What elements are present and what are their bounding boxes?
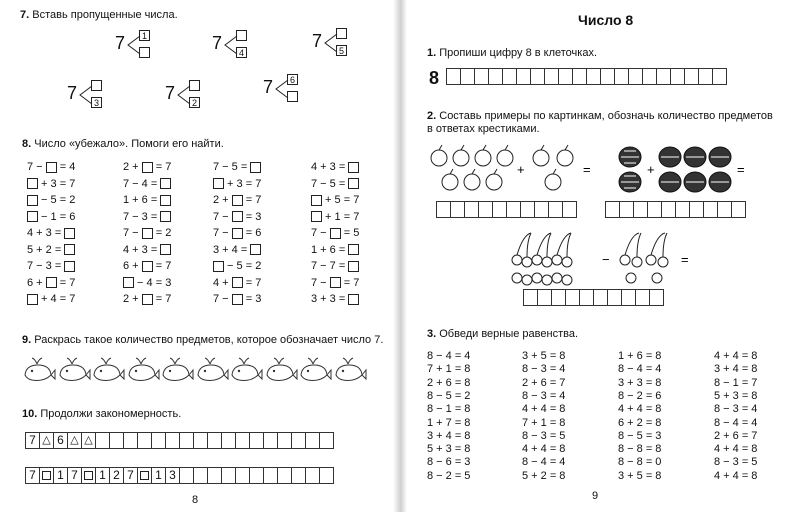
equation: + 4 = 7 — [27, 293, 75, 306]
equality[interactable]: 3 + 5 = 8 — [618, 469, 662, 482]
digit-cell[interactable] — [516, 68, 531, 85]
composition-top-box[interactable] — [91, 80, 102, 91]
equation: 7 − = 6 — [213, 227, 262, 239]
equation: 6 + = 7 — [27, 276, 76, 289]
equation: 2 + = 7 — [123, 293, 172, 305]
pattern-cell[interactable]: △ — [81, 432, 96, 449]
equation: 7 − 3 = — [27, 260, 75, 273]
equality[interactable]: 2 + 6 = 7 — [522, 376, 566, 389]
cherries-minus: − — [602, 252, 610, 267]
cherries-right — [620, 233, 668, 283]
answer-box[interactable] — [232, 294, 243, 305]
equality[interactable]: 8 − 5 = 2 — [427, 389, 471, 402]
pattern-cell[interactable] — [319, 467, 334, 484]
digit-cell[interactable] — [586, 68, 601, 85]
answer-box[interactable] — [311, 211, 322, 222]
equation: 7 − = 4 — [27, 161, 76, 173]
equation: − 5 = 2 — [27, 194, 75, 207]
equality[interactable]: 8 − 3 = 4 — [522, 389, 566, 402]
equality[interactable]: 8 − 5 = 3 — [618, 429, 662, 442]
composition-bottom-box[interactable] — [139, 47, 150, 58]
pattern-cell[interactable]: 7 — [123, 467, 138, 484]
task3-heading — [427, 328, 578, 340]
digit-cell[interactable] — [488, 68, 503, 85]
answer-box[interactable] — [213, 261, 224, 272]
answer-cell[interactable] — [579, 289, 594, 306]
answer-cell[interactable] — [689, 201, 704, 218]
task9-number: 9. — [22, 334, 32, 346]
answer-box[interactable] — [160, 211, 171, 222]
answer-cell[interactable] — [537, 289, 552, 306]
composition-top-box[interactable] — [336, 28, 347, 39]
equality[interactable]: 8 − 6 = 3 — [427, 456, 471, 469]
whale-icon[interactable] — [126, 355, 160, 385]
answer-cell[interactable] — [523, 289, 538, 306]
whale-icon[interactable] — [298, 355, 332, 385]
composition-bottom-box[interactable]: 4 — [236, 47, 247, 58]
task3-text: Обведи верные равенства. — [439, 328, 579, 340]
melons-right — [659, 147, 731, 192]
pattern-cell[interactable] — [277, 467, 292, 484]
equation: 7 − = 7 — [311, 276, 360, 289]
answer-box[interactable] — [250, 162, 261, 173]
pattern-cell[interactable] — [137, 432, 152, 449]
equality[interactable]: 8 − 2 = 5 — [427, 469, 471, 482]
digit-cell[interactable] — [502, 68, 517, 85]
cherries-equals: = — [681, 252, 689, 267]
answer-box[interactable] — [232, 228, 243, 239]
answer-cell[interactable] — [562, 201, 577, 218]
answer-cells-cherries — [523, 289, 663, 306]
equation: 4 + 3 = — [123, 244, 171, 257]
answer-box[interactable] — [142, 162, 153, 173]
pattern-cell[interactable] — [291, 467, 306, 484]
pattern-cell[interactable] — [235, 467, 250, 484]
pattern-cell[interactable] — [193, 432, 208, 449]
digit-sample: 8 — [429, 68, 440, 88]
equality[interactable]: 4 + 4 = 8 — [714, 469, 758, 482]
equality[interactable]: 5 + 2 = 8 — [522, 469, 566, 482]
answer-cell[interactable] — [633, 201, 648, 218]
equality[interactable]: 4 + 4 = 8 — [522, 403, 566, 416]
pattern-cell[interactable] — [305, 467, 320, 484]
answer-cell[interactable] — [506, 201, 521, 218]
composition-top-box[interactable]: 1 — [139, 30, 150, 41]
composition-top-box[interactable] — [189, 80, 200, 91]
answer-box[interactable] — [64, 261, 75, 272]
pattern-cell[interactable]: 1 — [95, 467, 110, 484]
answer-box[interactable] — [160, 195, 171, 206]
digit-cell[interactable] — [572, 68, 587, 85]
pattern-cell[interactable]: 7 — [67, 467, 82, 484]
digit-cell[interactable] — [600, 68, 615, 85]
answer-box[interactable] — [27, 195, 38, 206]
task7-heading — [20, 9, 178, 21]
equation: 3 + 3 = — [311, 293, 359, 306]
answer-box[interactable] — [142, 228, 153, 239]
equation: 7 − 4 = — [123, 178, 171, 191]
equality[interactable]: 1 + 7 = 8 — [427, 416, 471, 429]
answer-box[interactable] — [27, 178, 38, 189]
composition-top-box[interactable] — [236, 30, 247, 41]
pattern-cell[interactable] — [193, 467, 208, 484]
answer-box[interactable] — [142, 294, 153, 305]
pattern-cell[interactable] — [207, 432, 222, 449]
task8-number: 8. — [22, 138, 32, 150]
equation: 7 − 7 = — [311, 260, 359, 273]
equality[interactable]: 8 − 8 = 0 — [618, 456, 662, 469]
equation: − 1 = 6 — [27, 211, 75, 224]
answer-cells-melons — [605, 201, 745, 218]
equality[interactable]: 5 + 3 = 8 — [714, 389, 758, 402]
whale-icon[interactable] — [333, 355, 367, 385]
answer-cell[interactable] — [649, 289, 664, 306]
task2-heading — [427, 110, 777, 136]
equality[interactable]: 8 − 3 = 4 — [714, 403, 758, 416]
equality[interactable]: 2 + 6 = 8 — [427, 376, 471, 389]
composition-bottom-box[interactable]: 5 — [336, 45, 347, 56]
pattern-cell[interactable] — [277, 432, 292, 449]
composition-total: 7 — [263, 77, 274, 97]
equation: 7 − = 2 — [123, 227, 172, 239]
pattern-cell[interactable] — [249, 467, 264, 484]
equality[interactable]: 8 − 4 = 4 — [522, 456, 566, 469]
answer-cell[interactable] — [478, 201, 493, 218]
composition-top-box[interactable]: 6 — [287, 74, 298, 85]
task2-pictures — [425, 140, 795, 300]
digit-cell[interactable] — [530, 68, 545, 85]
answer-cell[interactable] — [647, 201, 662, 218]
answer-box[interactable] — [64, 244, 75, 255]
answer-box[interactable] — [46, 162, 57, 173]
task7-number: 7. — [20, 9, 30, 21]
digit-cell[interactable] — [446, 68, 461, 85]
task10-text: Продолжи закономерность. — [40, 408, 182, 420]
equality[interactable]: 2 + 6 = 7 — [714, 429, 758, 442]
equation: 1 + 6 = — [123, 194, 171, 207]
answer-box[interactable] — [27, 211, 38, 222]
pattern-cell[interactable] — [291, 432, 306, 449]
whale-icon[interactable] — [57, 355, 91, 385]
equation: + 1 = 7 — [311, 211, 359, 224]
answer-cell[interactable] — [548, 201, 563, 218]
equality[interactable]: 3 + 4 = 8 — [714, 363, 758, 376]
pattern-cell[interactable] — [207, 467, 222, 484]
pattern-cell[interactable]: 1 — [151, 467, 166, 484]
equation: 2 + = 7 — [123, 161, 172, 173]
whale-icon[interactable] — [22, 355, 56, 385]
pattern-cell[interactable] — [221, 467, 236, 484]
equation: 4 + = 7 — [213, 276, 262, 289]
equation: + 3 = 7 — [27, 178, 75, 191]
equality[interactable]: 8 − 3 = 5 — [714, 456, 758, 469]
task8-heading — [22, 138, 224, 150]
equation: + 5 = 7 — [311, 194, 359, 207]
task2-number: 2. — [427, 110, 437, 122]
equation: 7 − 3 = — [123, 211, 171, 224]
melons-plus: + — [647, 162, 655, 177]
answer-cell[interactable] — [661, 201, 676, 218]
pattern-cell[interactable]: 7 — [25, 432, 40, 449]
whale-icon[interactable] — [229, 355, 263, 385]
composition-total: 7 — [212, 33, 223, 53]
answer-box[interactable] — [46, 277, 57, 288]
task9-text: Раскрась такое количество предметов, которое обозначает число 7. — [34, 334, 384, 346]
whale-icon[interactable] — [91, 355, 125, 385]
composition-total: 7 — [67, 83, 78, 103]
answer-cell[interactable] — [436, 201, 451, 218]
equality[interactable]: 3 + 5 = 8 — [522, 350, 566, 362]
task3-number: 3. — [427, 328, 437, 340]
answer-box[interactable] — [330, 228, 341, 239]
equality[interactable]: 6 + 2 = 8 — [618, 416, 662, 429]
answer-box[interactable] — [160, 178, 171, 189]
answer-box[interactable] — [348, 244, 359, 255]
answer-cell[interactable] — [635, 289, 650, 306]
pattern-cell[interactable]: 1 — [53, 467, 68, 484]
pattern-cell[interactable] — [151, 432, 166, 449]
digit-cell[interactable] — [628, 68, 643, 85]
equality[interactable]: 8 − 2 = 6 — [618, 389, 662, 402]
equality[interactable]: 8 − 1 = 8 — [427, 403, 471, 416]
equality[interactable]: 5 + 3 = 8 — [427, 443, 471, 456]
task1-heading — [427, 47, 597, 59]
answer-cell[interactable] — [593, 289, 608, 306]
task1-text: Пропиши цифру 8 в клеточках. — [439, 47, 597, 59]
whale-icon[interactable] — [264, 355, 298, 385]
digit-cell[interactable] — [558, 68, 573, 85]
answer-box[interactable] — [348, 261, 359, 272]
equation: + 3 = 7 — [213, 178, 261, 191]
answer-cell[interactable] — [675, 201, 690, 218]
pattern-cell[interactable]: △ — [67, 432, 82, 449]
answer-cell[interactable] — [534, 201, 549, 218]
equation: − 5 = 2 — [213, 260, 261, 273]
equality[interactable]: 7 + 1 = 8 — [427, 363, 471, 376]
equation: 2 + = 7 — [213, 194, 262, 206]
task10-heading — [22, 408, 181, 420]
pattern-cell[interactable] — [81, 467, 96, 484]
equality[interactable]: 3 + 4 = 8 — [427, 429, 471, 442]
task10-number: 10. — [22, 408, 38, 420]
equality[interactable]: 8 − 4 = 4 — [714, 416, 758, 429]
task8-text: Число «убежало». Помоги его найти. — [34, 138, 224, 150]
pattern-cell[interactable] — [305, 432, 320, 449]
answer-cell[interactable] — [450, 201, 465, 218]
answer-cell[interactable] — [621, 289, 636, 306]
answer-box[interactable] — [232, 277, 243, 288]
answer-box[interactable] — [232, 195, 243, 206]
equation: 4 + 3 = — [27, 227, 75, 240]
answer-box[interactable] — [348, 178, 359, 189]
digit-cell[interactable] — [684, 68, 699, 85]
equality[interactable]: 8 − 4 = 4 — [618, 363, 662, 376]
answer-cell[interactable] — [619, 201, 634, 218]
answer-box[interactable] — [123, 277, 134, 288]
digit-cell[interactable] — [698, 68, 713, 85]
digit-cell[interactable] — [474, 68, 489, 85]
book-gutter — [393, 0, 407, 512]
equality[interactable]: 8 − 4 = 4 — [427, 350, 471, 362]
equation: 7 − = 5 — [311, 227, 360, 239]
pattern-cell[interactable]: 2 — [109, 467, 124, 484]
task7-text: Вставь пропущенные числа. — [32, 9, 178, 21]
answer-box[interactable] — [348, 162, 359, 173]
digit-cell[interactable] — [712, 68, 727, 85]
task9-heading — [22, 334, 383, 346]
equality[interactable]: 8 − 3 = 5 — [522, 429, 566, 442]
equation: 7 − 5 = — [213, 161, 261, 174]
answer-box[interactable] — [64, 228, 75, 239]
digit-cell[interactable] — [642, 68, 657, 85]
equality[interactable]: 7 + 1 = 8 — [522, 416, 566, 429]
pattern-cell[interactable] — [179, 467, 194, 484]
answer-box[interactable] — [142, 261, 153, 272]
digit-cell[interactable] — [614, 68, 629, 85]
page-number-right: 9 — [592, 490, 599, 502]
apples-right — [533, 145, 573, 190]
digit-cells — [446, 68, 726, 85]
pattern-cell[interactable] — [165, 432, 180, 449]
equation: 7 − = 3 — [213, 210, 262, 223]
answer-cell[interactable] — [551, 289, 566, 306]
apples-left — [431, 145, 513, 190]
pattern-cell[interactable] — [263, 467, 278, 484]
pattern-cell[interactable] — [221, 432, 236, 449]
pattern-cell[interactable] — [39, 467, 54, 484]
digit-cell[interactable] — [656, 68, 671, 85]
page-number-left: 8 — [192, 494, 199, 506]
apples-plus: + — [517, 162, 525, 177]
equality[interactable]: 4 + 4 = 8 — [714, 350, 758, 362]
pattern-cell[interactable] — [235, 432, 250, 449]
pattern-cell[interactable] — [109, 432, 124, 449]
equality[interactable]: 4 + 4 = 8 — [522, 443, 566, 456]
pattern-cell[interactable]: △ — [39, 432, 54, 449]
pattern-cell[interactable] — [95, 432, 110, 449]
answer-cell[interactable] — [464, 201, 479, 218]
answer-cell[interactable] — [607, 289, 622, 306]
equation: 1 + 6 = — [311, 244, 359, 257]
pattern-cell[interactable]: 3 — [165, 467, 180, 484]
answer-cell[interactable] — [605, 201, 620, 218]
equality[interactable]: 1 + 6 = 8 — [618, 350, 662, 362]
apples-equals: = — [583, 162, 591, 177]
answer-cell[interactable] — [717, 201, 732, 218]
cherries-left — [512, 233, 572, 285]
digit-cell[interactable] — [544, 68, 559, 85]
answer-cell[interactable] — [520, 201, 535, 218]
pattern-cell[interactable]: 6 — [53, 432, 68, 449]
answer-cell[interactable] — [731, 201, 746, 218]
equation: 3 + 4 = — [213, 244, 261, 257]
equation: − 4 = 3 — [123, 277, 171, 290]
whale-icon[interactable] — [160, 355, 194, 385]
equation: 7 − = 3 — [213, 293, 262, 305]
composition-bottom-box[interactable]: 2 — [189, 97, 200, 108]
task1-number: 1. — [427, 47, 437, 59]
answer-box[interactable] — [330, 277, 341, 288]
equality[interactable]: 8 − 3 = 4 — [522, 363, 566, 376]
composition-bottom-box[interactable]: 3 — [91, 97, 102, 108]
equation: 6 + = 7 — [123, 260, 172, 272]
composition-total: 7 — [115, 33, 126, 53]
equality[interactable]: 8 − 1 = 7 — [714, 376, 758, 389]
pattern-cell[interactable] — [179, 432, 194, 449]
answer-box[interactable] — [250, 244, 261, 255]
melons-left — [619, 147, 641, 192]
equality[interactable]: 8 − 8 = 8 — [618, 443, 662, 456]
answer-box[interactable] — [213, 178, 224, 189]
equality[interactable]: 4 + 4 = 8 — [618, 403, 662, 416]
pattern-cell[interactable] — [319, 432, 334, 449]
pattern-row-2 — [25, 467, 333, 484]
composition-total: 7 — [312, 31, 323, 51]
digit-cell[interactable] — [460, 68, 475, 85]
answer-box[interactable] — [160, 244, 171, 255]
answer-cell[interactable] — [565, 289, 580, 306]
equality[interactable]: 4 + 4 = 8 — [714, 443, 758, 456]
pattern-cell[interactable] — [249, 432, 264, 449]
composition-bottom-box[interactable] — [287, 91, 298, 102]
answer-box[interactable] — [348, 294, 359, 305]
pattern-cell[interactable]: 7 — [25, 467, 40, 484]
equation: 4 + 3 = — [311, 161, 359, 174]
page-title: Число 8 — [578, 12, 634, 28]
digit-cell[interactable] — [670, 68, 685, 85]
answer-box[interactable] — [27, 294, 38, 305]
equality[interactable]: 3 + 3 = 8 — [618, 376, 662, 389]
answer-cell[interactable] — [703, 201, 718, 218]
pattern-cell[interactable] — [263, 432, 278, 449]
pattern-row-1 — [25, 432, 333, 449]
pattern-cell[interactable] — [137, 467, 152, 484]
answer-cell[interactable] — [492, 201, 507, 218]
composition-total: 7 — [165, 83, 176, 103]
equation: 5 + 2 = — [27, 244, 75, 257]
pattern-cell[interactable] — [123, 432, 138, 449]
melons-equals: = — [737, 162, 745, 177]
task2-text: Составь примеры по картинкам, обозначь количество предметов в ответах крестиками. — [427, 110, 773, 135]
whale-icon[interactable] — [195, 355, 229, 385]
answer-cells-apples — [436, 201, 576, 218]
answer-box[interactable] — [311, 195, 322, 206]
equation: 7 − 5 = — [311, 178, 359, 191]
answer-box[interactable] — [232, 211, 243, 222]
